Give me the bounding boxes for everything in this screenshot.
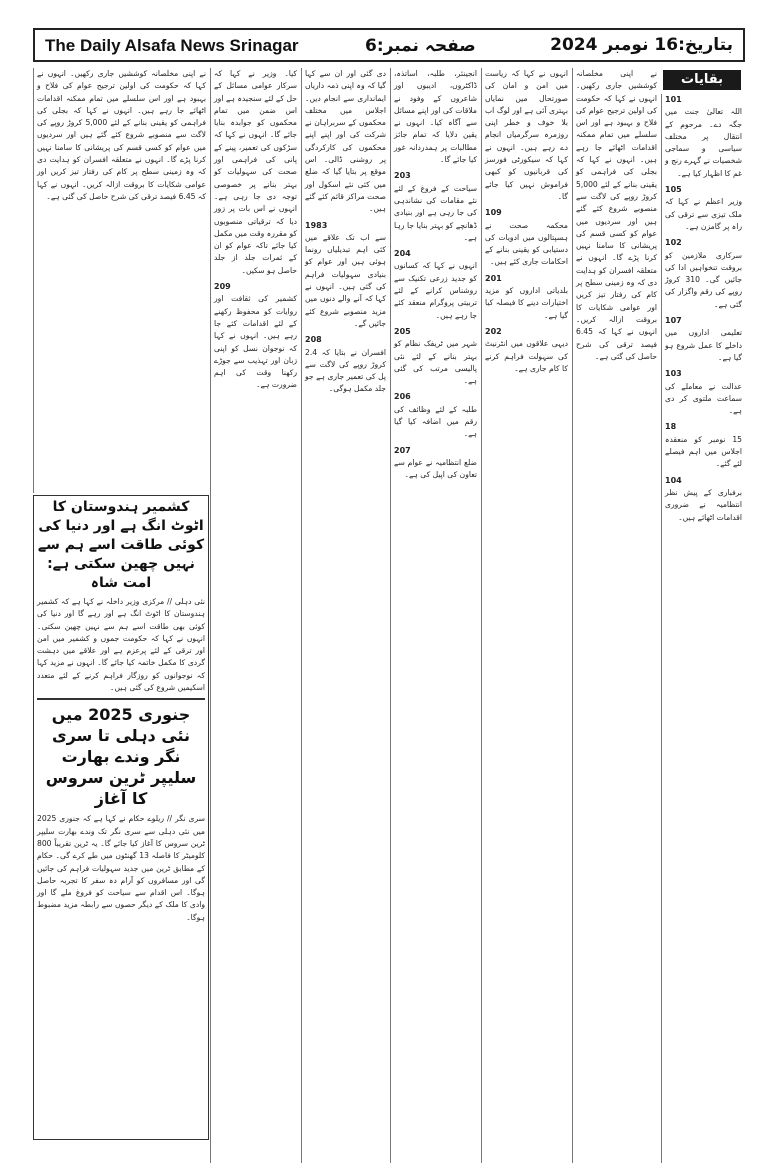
paragraph-text: انجینئر، طلبہ، اساتذہ، ڈاکٹروں، ادیبوں اور شاعروں کے وفود نے ملاقات کی اور اپنے مسائل سے آگاہ کیا۔ انہوں نے یقین دلایا کہ تمام جائز مطالبات پر ہمدردانہ غور کیا جائے گا۔ — [394, 69, 477, 165]
paragraph-text: سے اب تک علاقے میں کئی اہم تبدیلیاں رونما ہوئی ہیں اور عوام کو بنیادی سہولیات فراہم کی گئی ہیں۔ انہوں نے کہا کہ آنے والے دنوں میں مزید منصوبے شروع کئے جائیں گے۔ — [305, 232, 386, 328]
paragraph-number: 18 — [665, 422, 677, 432]
story-headline-2: جنوری 2025 میں نئی دہلی تا سری نگر وندے بھارت سلیپر ٹرین سروس کا آغاز — [45, 705, 197, 809]
paragraph-text: دیہی علاقوں میں انٹرنیٹ کی سہولت فراہم کرنے کا کام جاری ہے۔ — [485, 339, 568, 373]
column-paragraph — [665, 184, 742, 233]
column-2 — [210, 68, 300, 1163]
paragraph-text: وزیر اعظم نے کہا کہ ملک تیزی سے ترقی کی راہ پر گامزن ہے۔ — [665, 197, 742, 231]
column-paragraph — [485, 273, 568, 322]
column-paragraph — [485, 326, 568, 375]
column-paragraph — [665, 368, 742, 417]
paragraph-number: 201 — [485, 273, 502, 283]
column-4 — [390, 68, 480, 1163]
column-paragraph — [394, 391, 477, 440]
paragraph-number: 209 — [214, 282, 231, 292]
column-paragraph — [665, 94, 742, 180]
paragraph-text: نے اپنی مخلصانہ کوششیں جاری رکھیں۔ انہوں نے کہا کہ حکومت کی اولین ترجیح عوام کی فلاح و بہبود ہے اور اس سلسلے میں تمام ممکنہ اقدامات اٹھائے جا رہے ہیں۔ انہوں نے کہا کہ بجلی کی فراہمی کو یقینی بنانے کے لئے 5,000 کروڑ روپے کی لاگت سے منصوبے شروع کئے گئے ہیں اور سردیوں میں عوام کو کسی قسم کی پریشانی کا سامنا نہیں کرنا پڑے گا۔ انہوں نے متعلقہ افسران کو ہدایت دی کہ وہ زمینی سطح پر کام کی رفتار تیز کریں اور عوامی شکایات کا بروقت ازالہ کریں۔ انہوں نے کہا کہ 6.45 فیصد ترقی کی شرح حاصل کی گئی ہے۔ — [37, 69, 206, 201]
paragraph-text: دی گئی اور ان سے کہا گیا کہ وہ اپنی ذمہ داریاں ایمانداری سے انجام دیں۔ اجلاس میں مختلف محکموں کے سربراہان نے شرکت کی اور اپنے اپنے محکموں کی کارکردگی پر روشنی ڈالی۔ اس موقع پر بتایا گیا کہ ضلع میں کئی نئے اسکول اور صحت مراکز قائم کئے گئے ہیں۔ — [305, 69, 386, 214]
column-paragraph — [485, 207, 568, 268]
paragraph-number: 208 — [305, 335, 322, 345]
story-headline-1: کشمیر ہندوستان کا اٹوٹ انگ ہے اور دنیا کی کوئی طاقت اسے ہم سے نہیں چھین سکتی ہے: امت شاہ — [37, 499, 205, 591]
column-3 — [301, 68, 389, 1163]
column-paragraph — [214, 68, 297, 277]
paragraph-text: 15 نومبر کو منعقدہ اجلاس میں اہم فیصلے لئے گئے۔ — [665, 434, 742, 469]
column-paragraph — [394, 170, 477, 244]
column-paragraph — [394, 445, 477, 482]
baqiyat-heading: بقایات — [663, 70, 741, 90]
paper-name: The Daily Alsafa News Srinagar — [45, 36, 299, 55]
paragraph-text: انہوں نے کہا کہ کسانوں کو جدید زرعی تکنیک سے روشناس کرانے کے لئے تربیتی پروگرام منعقد کئے جا رہے ہیں۔ — [394, 261, 477, 320]
story-text-2: سری نگر // ریلوے حکام نے کہا ہے کہ جنوری 2025 میں نئی دہلی سے سری نگر تک وندے بھارت سلیپر ٹرین سروس کا آغاز کیا جائے گا۔ یہ ٹرین تقریباً 800 کلومیٹر کا فاصلہ 13 گھنٹوں میں طے کرے گی۔ حکام کے مطابق ٹرین میں جدید سہولیات فراہم کی جائیں گی اور مسافروں کو آرام دہ سفر کا تجربہ حاصل ہوگا۔ اس اقدام سے سیاحت کو فروغ ملے گا اور وادی کا ملک کے دیگر حصوں سے رابطہ مزید مضبوط ہوگا۔ — [37, 814, 206, 922]
paragraph-text: برفباری کے پیش نظر انتظامیہ نے ضروری اقدامات اٹھائے ہیں۔ — [665, 487, 742, 522]
paragraph-text: نے اپنی مخلصانہ کوششیں جاری رکھیں۔ انہوں نے کہا کہ حکومت کی اولین ترجیح عوام کی فلاح و بہبود ہے اور اس سلسلے میں تمام ممکنہ اقدامات اٹھائے جا رہے ہیں۔ انہوں نے کہا کہ بجلی کی فراہمی کو یقینی بنانے کے لئے 5,000 کروڑ روپے کی لاگت سے منصوبے شروع کئے گئے ہیں اور سردیوں میں عوام کو کسی قسم کی پریشانی کا سامنا نہیں کرنا پڑے گا۔ انہوں نے متعلقہ افسران کو ہدایت دی کہ وہ زمینی سطح پر کام کی رفتار تیز کریں اور عوامی شکایات کا بروقت ازالہ کریں۔ انہوں نے کہا کہ 6.45 فیصد ترقی کی شرح حاصل کی گئی ہے۔ — [576, 69, 657, 361]
paragraph-number: 207 — [394, 445, 411, 455]
column-paragraph — [665, 315, 742, 364]
page-label: صفحہ نمبر:6 — [365, 36, 476, 56]
column-paragraph — [214, 281, 297, 392]
paragraph-text: کیا۔ وزیر نے کہا کہ سرکار عوامی مسائل کے حل کے لئے سنجیدہ ہے اور اس ضمن میں تمام محکموں کو جوابدہ بنایا جائے گا۔ انہوں نے کہا کہ سڑکوں کی تعمیر، پینے کے پانی کی فراہمی اور صحت کی سہولیات کو بہتر بنانے پر خصوصی توجہ دی جا رہی ہے۔ انہوں نے اس بات پر زور دیا کہ ترقیاتی منصوبوں کو مقررہ وقت میں مکمل کیا جائے تاکہ عوام کو ان کے ثمرات جلد از جلد حاصل ہو سکیں۔ — [214, 69, 297, 275]
column-1 — [33, 68, 209, 493]
column-paragraph — [305, 334, 386, 395]
paragraph-number: 204 — [394, 249, 411, 259]
column-7-baqiyat — [661, 94, 745, 1163]
paragraph-text: طلبہ کے لئے وظائف کی رقم میں اضافہ کیا گیا ہے۔ — [394, 404, 477, 439]
paragraph-number: 104 — [665, 475, 682, 485]
masthead — [33, 28, 745, 62]
column-paragraph — [394, 326, 477, 387]
column-5 — [481, 68, 571, 1163]
paragraph-text: تعلیمی اداروں میں داخلے کا عمل شروع ہو گیا ہے۔ — [665, 328, 742, 362]
paragraph-text: ضلع انتظامیہ نے عوام سے تعاون کی اپیل کی ہے۔ — [394, 457, 477, 480]
column-paragraph — [37, 68, 206, 203]
paragraph-number: 103 — [665, 369, 682, 379]
paragraph-text: انہوں نے کہا کہ ریاست میں امن و امان کی صورتحال میں نمایاں بہتری آئی ہے اور لوگ اب بلا خوف و خطر اپنی روزمرہ سرگرمیاں انجام دے رہے ہیں۔ انہوں نے کہا کہ سیکورٹی فورسز کی قربانیوں کو کبھی فراموش نہیں کیا جائے گا۔ — [485, 69, 568, 201]
lead-story — [33, 495, 209, 1140]
paragraph-text: عدالت نے معاملے کی سماعت ملتوی کر دی ہے۔ — [665, 381, 742, 416]
paragraph-number: 101 — [665, 95, 682, 104]
paragraph-text: سرکاری ملازمین کو بروقت تنخواہیں ادا کی جائیں گی۔ 310 کروڑ روپے کی رقم واگزار کی گئی ہے۔ — [665, 250, 742, 309]
paragraph-number: 1983 — [305, 220, 328, 230]
paragraph-number: 202 — [485, 326, 502, 336]
column-paragraph — [305, 220, 386, 331]
paragraph-number: 206 — [394, 392, 411, 402]
paragraph-number: 205 — [394, 326, 411, 336]
story-text-1: نئی دہلی // مرکزی وزیر داخلہ نے کہا ہے کہ کشمیر ہندوستان کا اٹوٹ انگ ہے اور رہے گا اور دنیا کی کوئی بھی طاقت اسے ہم سے نہیں چھین سکتی۔ انہوں نے کہا کہ حکومت جموں و کشمیر میں امن اور ترقی کے لئے پرعزم ہے اور علاقے میں دہشت گردی کا مکمل خاتمہ کیا جائے گا۔ انہوں نے مزید کہا کہ نوجوانوں کو روزگار فراہم کرنے کے لئے متعدد اسکیمیں شروع کی گئی ہیں۔ — [37, 597, 205, 693]
issue-date: بتاریخ:16 نومبر 2024 — [550, 35, 733, 55]
paragraph-number: 107 — [665, 316, 682, 326]
column-paragraph — [485, 68, 568, 203]
paragraph-text: محکمہ صحت نے ہسپتالوں میں ادویات کی دستیابی کو یقینی بنانے کے احکامات جاری کئے ہیں۔ — [485, 220, 568, 267]
column-paragraph — [305, 68, 386, 216]
column-paragraph — [576, 68, 657, 363]
paragraph-number: 109 — [485, 208, 502, 218]
paragraph-number: 102 — [665, 238, 682, 248]
column-paragraph — [665, 475, 742, 524]
paragraph-text: کشمیر کی ثقافت اور روایات کو محفوظ رکھنے کے لئے اقدامات کئے جا رہے ہیں۔ انہوں نے کہا کہ نوجوان نسل کو اپنی زبان اور تہذیب سے جوڑے رکھنا وقت کی اہم ضرورت ہے۔ — [214, 294, 297, 390]
column-6 — [572, 68, 660, 1163]
paragraph-text: شہر میں ٹریفک نظام کو بہتر بنانے کے لئے نئی پالیسی مرتب کی گئی ہے۔ — [394, 339, 477, 386]
column-paragraph — [665, 237, 742, 311]
paragraph-number: 203 — [394, 171, 411, 181]
paragraph-text: افسران نے بتایا کہ 2.4 کروڑ روپے کی لاگت سے پل کی تعمیر جاری ہے جو جلد مکمل ہوگی۔ — [305, 347, 386, 394]
paragraph-text: اللہ تعالیٰ جنت میں جگہ دے۔ مرحوم کے انتقال پر مختلف سیاسی و سماجی شخصیات نے گہرے رنج و غم کا اظہار کیا ہے۔ — [665, 107, 742, 178]
paragraph-text: سیاحت کے فروغ کے لئے نئے مقامات کی نشاندہی کی جا رہی ہے اور بنیادی ڈھانچے کو بہتر بنایا جا رہا ہے۔ — [394, 183, 477, 242]
paragraph-number: 105 — [665, 185, 682, 195]
story-divider — [37, 698, 205, 700]
column-paragraph — [394, 248, 477, 322]
column-paragraph — [665, 421, 742, 470]
paragraph-text: بلدیاتی اداروں کو مزید اختیارات دینے کا فیصلہ کیا گیا ہے۔ — [485, 286, 568, 320]
column-paragraph — [394, 68, 477, 166]
